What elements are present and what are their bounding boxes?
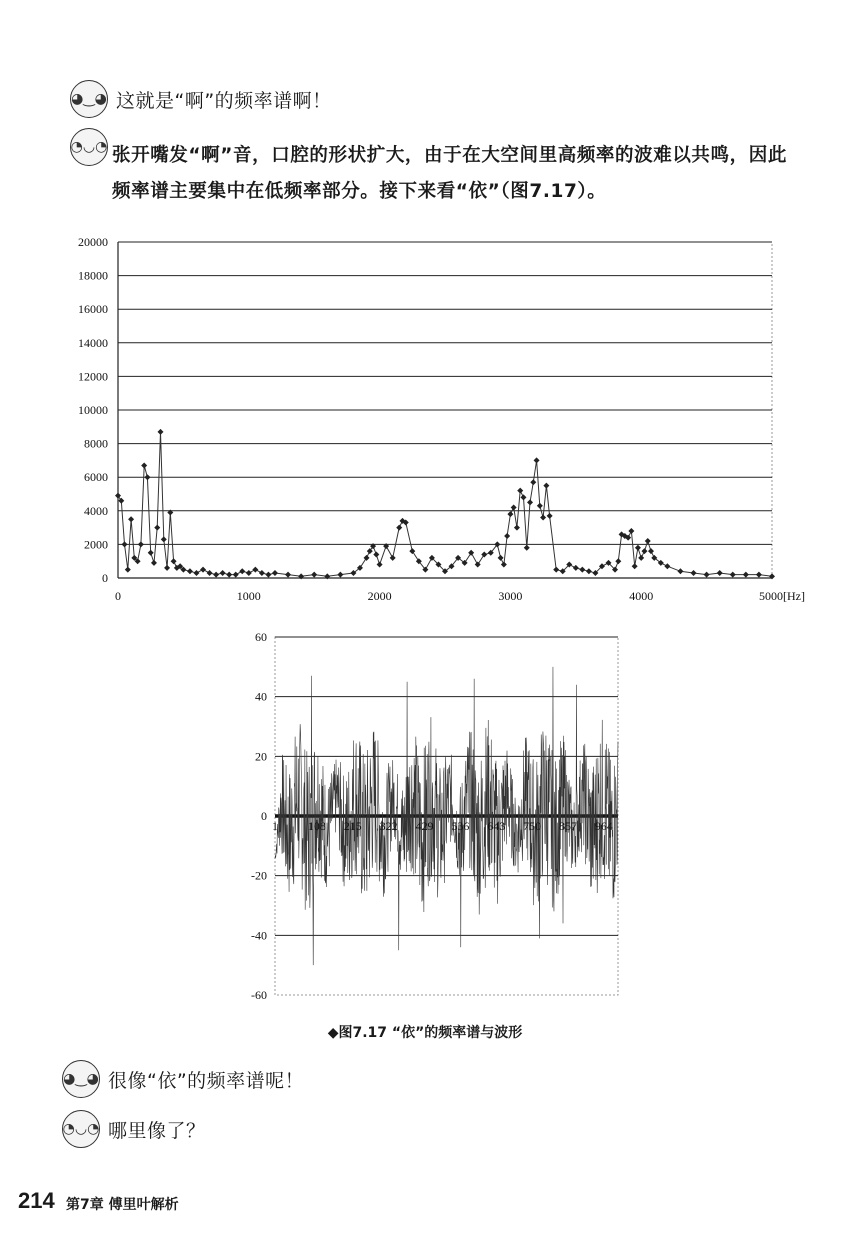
data-point [520,494,526,500]
data-point [373,551,379,557]
x-tick-label: 536 [451,819,470,833]
data-point [543,483,549,489]
data-point [534,457,540,463]
data-point [540,515,546,521]
data-point [161,536,167,542]
data-point [638,555,644,561]
data-point [226,572,232,578]
x-tick-label: 429 [415,819,434,833]
data-point [377,562,383,568]
data-point [468,550,474,556]
data-point [507,511,513,517]
dialog-text: 这就是“啊”的频率谱啊！ [116,89,332,112]
spectrum-ticks [78,235,805,603]
x-tick-label: 750 [523,819,542,833]
dialog-line-4 [62,1110,206,1148]
data-point [154,525,160,531]
data-point [246,570,252,576]
teacher-avatar-icon: ◔◡◔ [70,128,108,166]
data-point [691,570,697,576]
data-point [501,562,507,568]
data-point [498,555,504,561]
data-point [311,572,317,578]
data-point [151,560,157,566]
y-tick-label: 16000 [78,302,108,317]
data-point [677,568,683,574]
data-point [207,570,213,576]
girl-avatar-icon: ◕‿◕ [70,80,108,118]
dialog-line-2 [70,128,108,166]
y-tick-label: 8000 [84,436,108,451]
data-point [122,541,128,547]
data-point [648,548,654,554]
data-point [239,568,245,574]
page-number: 214 [18,1188,55,1213]
data-point [743,572,749,578]
data-point [285,572,291,578]
y-tick-label: 6000 [84,470,108,485]
data-point [579,567,585,573]
data-point [252,567,258,573]
data-point [396,525,402,531]
y-tick-label: 2000 [84,537,108,552]
data-point [187,568,193,574]
x-tick-label: 322 [379,819,398,833]
data-point [527,499,533,505]
data-point [213,572,219,578]
paragraph-line-2: 频率谱主要集中在低频率部分。接下来看“依”（图7.17）。 [112,181,607,202]
data-point [367,548,373,554]
data-point [553,567,559,573]
teacher-avatar-icon: ◔◡◔ [62,1110,100,1148]
data-point [118,498,124,504]
data-point [645,538,651,544]
data-point [475,562,481,568]
spectrum-series [115,429,775,579]
y-tick-label: 60 [255,630,267,644]
x-tick-label: 215 [343,819,362,833]
spectrum-line [118,432,772,577]
data-point [200,567,206,573]
x-tick-label: 857 [559,819,578,833]
x-tick-label: 964 [594,819,613,833]
data-point [632,563,638,569]
waveform-chart [0,625,850,1010]
y-tick-label: 40 [255,689,267,704]
data-point [573,565,579,571]
figure-caption: ◆图7.17 “依”的频率谱与波形 [327,1025,523,1041]
x-tick-label: 108 [307,819,326,833]
data-point [586,568,592,574]
x-tick-label: 1000 [236,589,261,603]
frequency-spectrum-chart [0,220,850,615]
paragraph-line-1: 张开嘴发“啊”音，口腔的形状扩大，由于在大空间里高频率的波难以共鸣，因此 [112,145,787,166]
data-point [220,570,226,576]
y-tick-label: 14000 [78,335,108,350]
data-point [141,462,147,468]
data-point [481,551,487,557]
girl-avatar-icon: ◕‿◕ [62,1060,100,1098]
y-tick-label: 0 [102,571,108,585]
data-point [259,570,265,576]
x-tick-label: 1 [272,819,278,833]
data-point [128,516,134,522]
data-point [144,474,150,480]
y-tick-label: 4000 [84,503,108,518]
data-point [641,548,647,554]
spectrum-grid [118,242,772,578]
y-tick-label: 18000 [78,268,108,283]
x-tick-label: 643 [487,819,506,833]
dialog-paragraph [112,138,812,210]
data-point [717,570,723,576]
data-point [337,572,343,578]
data-point [530,479,536,485]
data-point [115,493,121,499]
data-point [148,550,154,556]
y-tick-label: 12000 [78,369,108,384]
data-point [390,555,396,561]
data-point [193,570,199,576]
dialog-line-3 [62,1060,304,1098]
x-tick-label: 2000 [367,589,392,603]
y-tick-label: 10000 [78,403,108,417]
data-point [233,572,239,578]
dialog-text: 哪里像了？ [108,1119,206,1142]
data-point [504,533,510,539]
data-point [164,565,170,571]
data-point [125,567,131,573]
x-tick-label: 4000 [629,589,654,603]
data-point [730,572,736,578]
y-tick-label: -20 [251,868,267,883]
data-point [158,429,164,435]
x-tick-label: 0 [115,589,121,603]
y-tick-label: -40 [251,928,267,943]
data-point [517,488,523,494]
x-tick-label: 5000[Hz] [759,589,805,603]
data-point [704,572,710,578]
data-point [537,503,543,509]
data-point [628,528,634,534]
data-point [524,545,530,551]
data-point [364,555,370,561]
data-point [664,563,670,569]
y-tick-label: 20000 [78,235,108,249]
data-point [615,558,621,564]
x-tick-label: 3000 [498,589,523,603]
data-point [511,504,517,510]
data-point [272,570,278,576]
data-point [635,545,641,551]
y-tick-label: 0 [261,809,267,823]
data-point [514,525,520,531]
y-tick-label: -60 [251,988,267,1002]
data-point [138,541,144,547]
dialog-line-1 [70,80,332,118]
data-point [171,558,177,564]
data-point [756,572,762,578]
y-tick-label: 20 [255,749,267,764]
dialog-text: 很像“依”的频率谱呢！ [108,1069,305,1092]
chapter-title: 第7章 傅里叶解析 [66,1197,179,1213]
data-point [409,548,415,554]
data-point [547,513,553,519]
data-point [265,572,271,578]
